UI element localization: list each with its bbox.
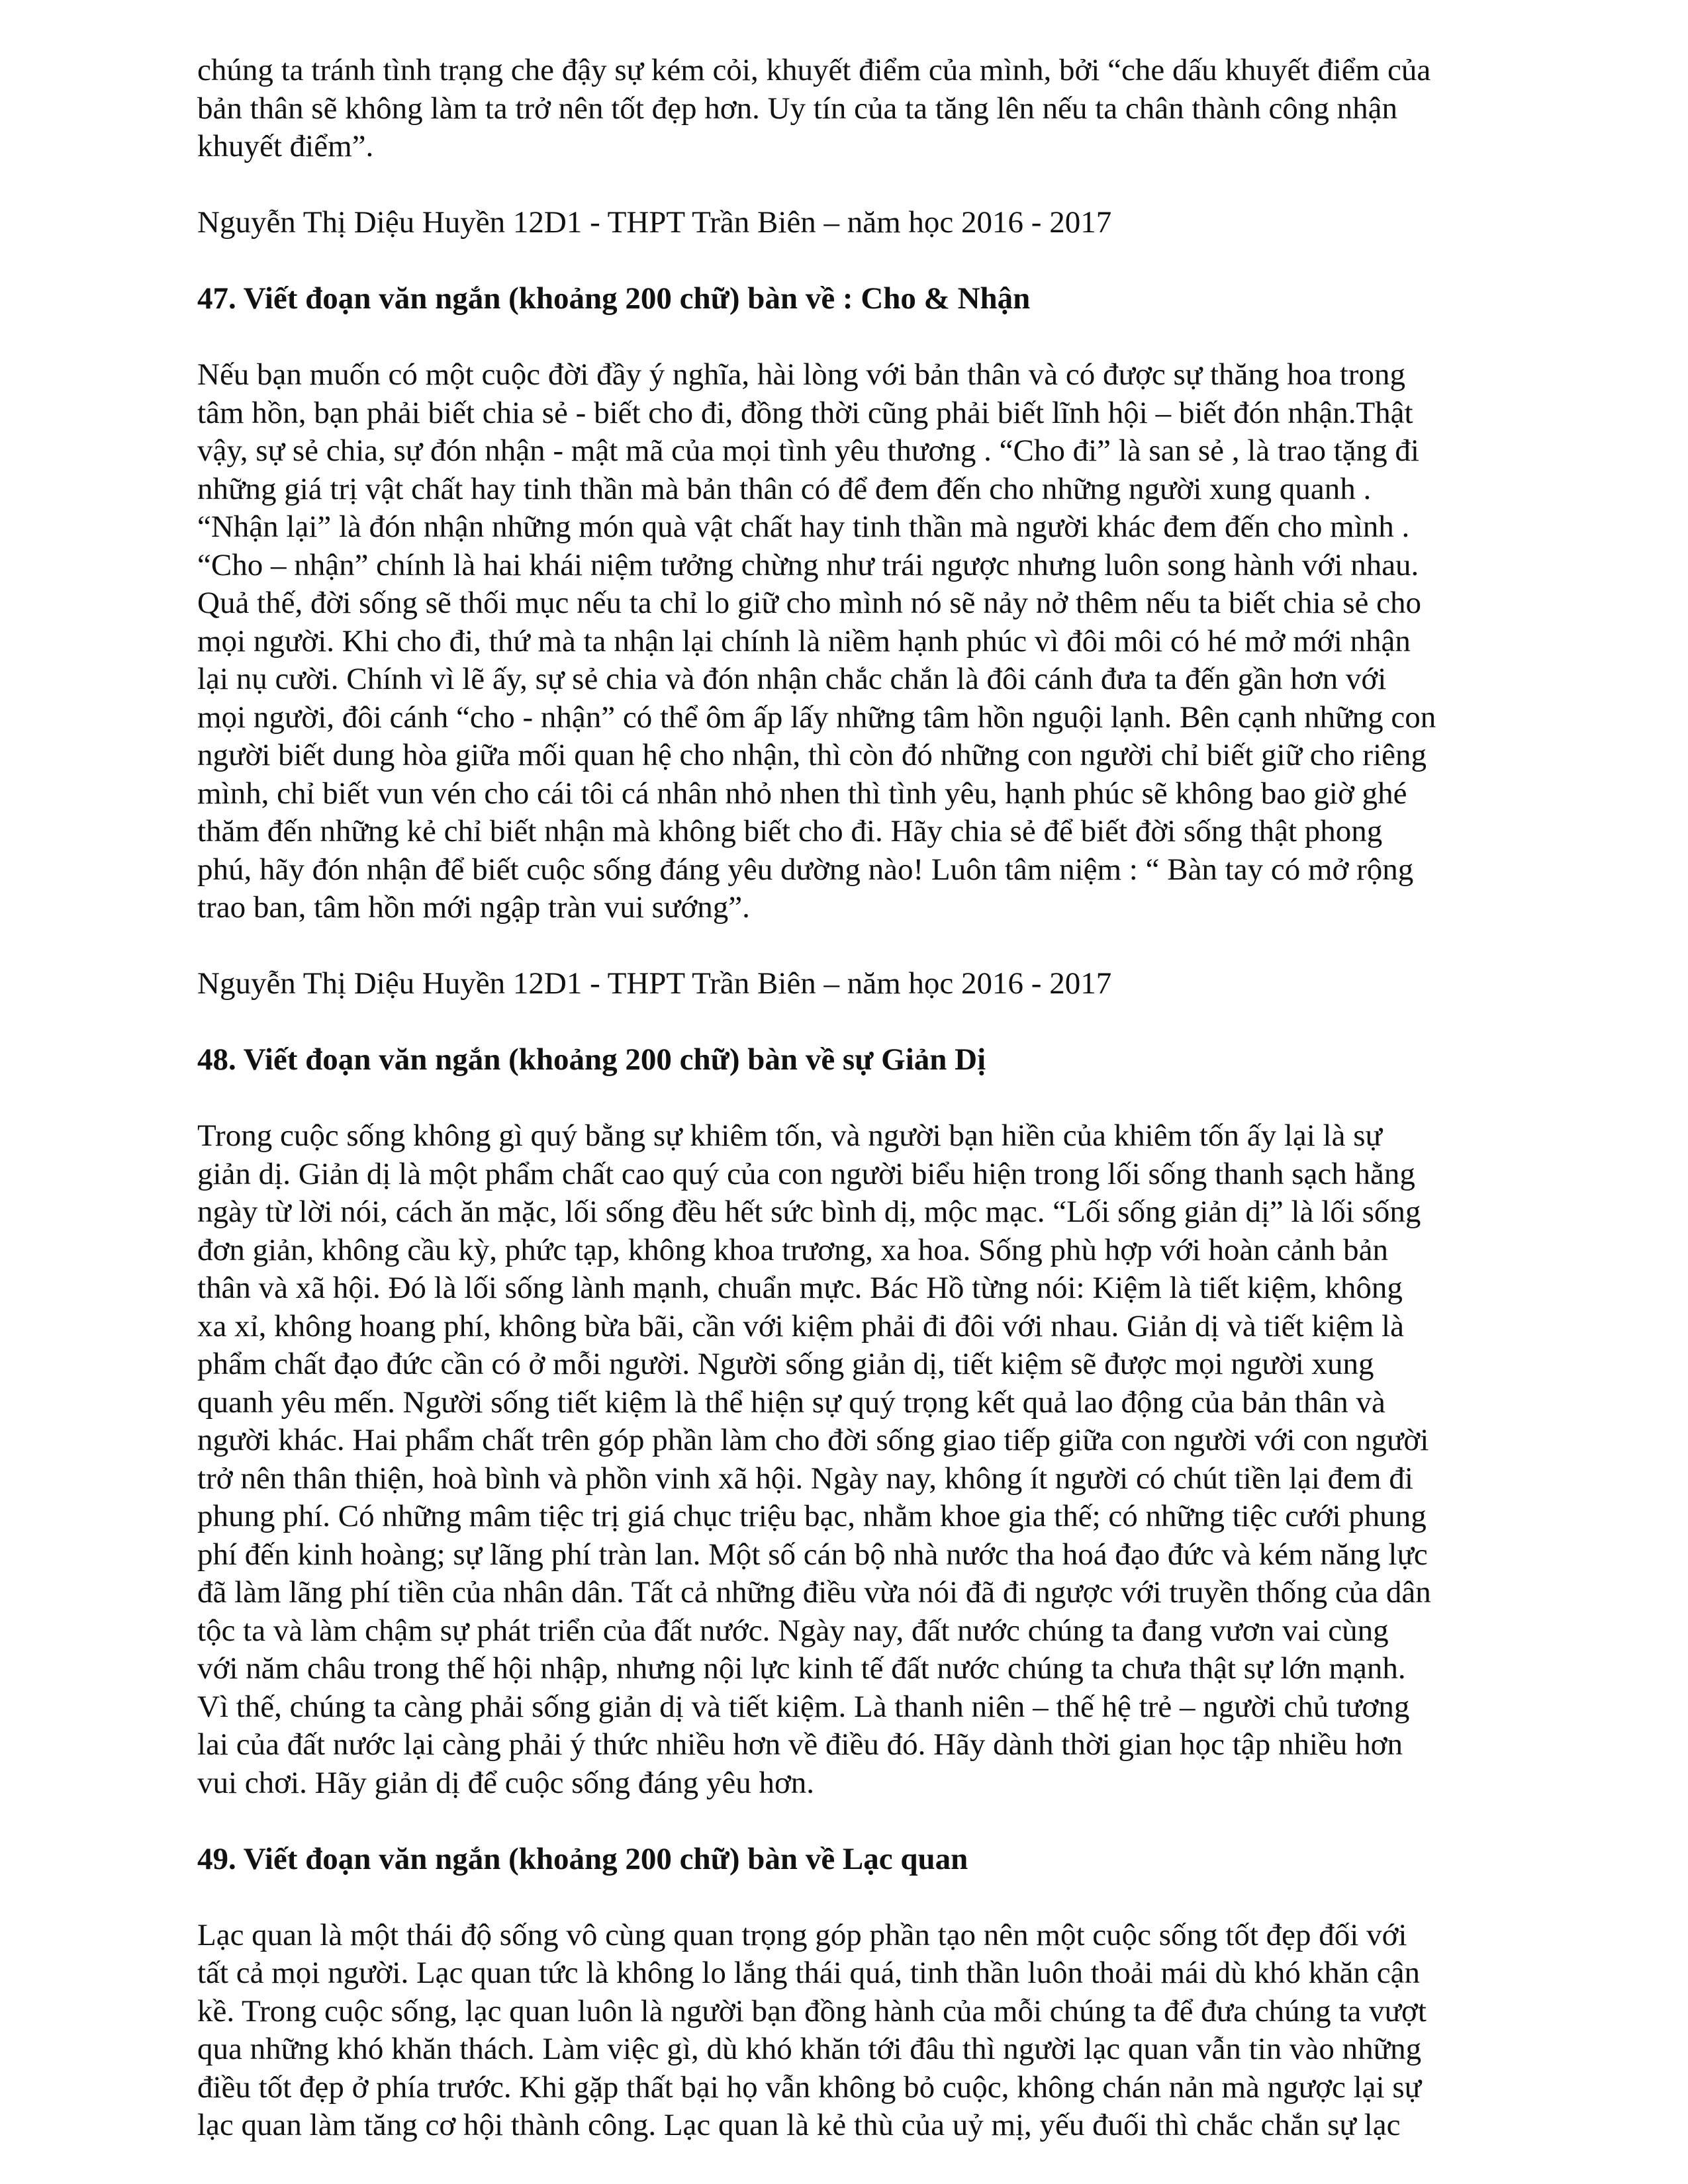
author-byline: Nguyễn Thị Diệu Huyền 12D1 - THPT Trần Biên – năm học 2016 - 2017 [197,205,1112,240]
section-49-heading: 49. Viết đoạn văn ngắn (khoảng 200 chữ) bàn về Lạc quan [197,1841,968,1876]
document-page [197,52,1508,2145]
spacer [197,1003,1508,1042]
section-48-heading: 48. Viết đoạn văn ngắn (khoảng 200 chữ) bàn về sự Giản Dị [197,1042,986,1077]
spacer [197,1079,1508,1118]
spacer [197,166,1508,205]
spacer [197,318,1508,357]
section-49-body: Lạc quan là một thái độ sống vô cùng quan trọng góp phần tạo nên một cuộc sống tốt đẹp đối với tất cả mọi người. Lạc quan tức là không lo lắng thái quá, tinh thần luôn thoải mái dù khó khăn cận kề. Trong cuộc sống, lạc quan luôn là người bạn đồng hành của mỗi chúng ta để đưa chúng ta vượt qua những khó khăn thách. Làm việc gì, dù khó khăn tới đâu thì người lạc quan vẫn tin vào những điều tốt đẹp ở phía trước. Khi gặp thất bại họ vẫn không bỏ cuộc, không chán nản mà ngược lại sự lạc quan làm tăng cơ hội thành công. Lạc quan là kẻ thù của uỷ mị, yếu đuối thì chắc chắn sự lạc [197,1917,1427,2142]
author-byline: Nguyễn Thị Diệu Huyền 12D1 - THPT Trần Biên – năm học 2016 - 2017 [197,966,1112,1001]
spacer [197,927,1508,966]
spacer [197,1802,1508,1841]
section-47-body: Nếu bạn muốn có một cuộc đời đầy ý nghĩa, hài lòng với bản thân và có được sự thăng hoa trong tâm hồn, bạn phải biết chia sẻ - biết cho đi, đồng thời cũng phải biết lĩnh hội – biết đón nhận.Thật vậy, sự sẻ chia, sự đón nhận - mật mã của mọi tình yêu thương . “Cho đi” là san sẻ , là trao tặng đi những giá trị vật chất hay tinh thần mà bản thân có để đem đến cho những người xung quanh . “Nhận lại” là đón nhận những món quà vật chất hay tinh thần mà người khác đem đến cho mình . “Cho – nhận” chính là hai khái niệm tưởng chừng như trái ngược nhưng luôn song hành với nhau. Quả thế, đời sống sẽ thối mục nếu ta chỉ lo giữ cho mình nó sẽ nảy nở thêm nếu ta biết chia sẻ cho mọi người. Khi cho đi, thứ mà ta nhận lại chính là niềm hạnh phúc vì đôi môi có hé mở mới nhận lại nụ cười. Chính vì lẽ ấy, sự sẻ chia và đón nhận chắc chắn là đôi cánh đưa ta đến gần hơn với mọi người, đôi cánh “cho - nhận” có thể ôm ấp lấy những tâm hồn nguội lạnh. Bên cạnh những con người biết dung hòa giữa mối quan hệ cho nhận, thì còn đó những con người chỉ biết giữ cho riêng mình, chỉ biết vun vén cho cái tôi cá nhân nhỏ nhen thì tình yêu, hạnh phúc sẽ không bao giờ ghé thăm đến những kẻ chỉ biết nhận mà không biết cho đi. Hãy chia sẻ để biết đời sống thật phong phú, hãy đón nhận để biết cuộc sống đáng yêu dường nào! Luôn tâm niệm : “ Bàn tay có mở rộng trao ban, tâm hồn mới ngập tràn vui sướng”. [197,357,1436,925]
spacer [197,1878,1508,1917]
section-47-heading: 47. Viết đoạn văn ngắn (khoảng 200 chữ) bàn về : Cho & Nhận [197,281,1031,316]
section-48-body: Trong cuộc sống không gì quý bằng sự khiêm tốn, và người bạn hiền của khiêm tốn ấy lại là sự giản dị. Giản dị là một phẩm chất cao quý của con người biểu hiện trong lối sống thanh sạch hằng ngày từ lời nói, cách ăn mặc, lối sống đều hết sức bình dị, mộc mạc. “Lối sống giản dị” là lối sống đơn giản, không cầu kỳ, phức tạp, không khoa trương, xa hoa. Sống phù hợp với hoàn cảnh bản thân và xã hội. Đó là lối sống lành mạnh, chuẩn mực. Bác Hồ từng nói: Kiệm là tiết kiệm, không xa xỉ, không hoang phí, không bừa bãi, cần với kiệm phải đi đôi với nhau. Giản dị và tiết kiệm là phẩm chất đạo đức cần có ở mỗi người. Người sống giản dị, tiết kiệm sẽ được mọi người xung quanh yêu mến. Người sống tiết kiệm là thể hiện sự quý trọng kết quả lao động của bản thân và người khác. Hai phẩm chất trên góp phần làm cho đời sống giao tiếp giữa con người với con người trở nên thân thiện, hoà bình và phồn vinh xã hội. Ngày nay, không ít người có chút tiền lại đem đi phung phí. Có những mâm tiệc trị giá chục triệu bạc, nhằm khoe gia thế; có những tiệc cưới phung phí đến kinh hoàng; sự lãng phí tràn lan. Một số cán bộ nhà nước tha hoá đạo đức và kém năng lực đã làm lãng phí tiền của nhân dân. Tất cả những điều vừa nói đã đi ngược với truyền thống của dân tộc ta và làm chậm sự phát triển của đất nước. Ngày nay, đất nước chúng ta đang vươn vai cùng với năm châu trong thế hội nhập, nhưng nội lực kinh tế đất nước chúng ta chưa thật sự lớn mạnh. Vì thế, chúng ta càng phải sống giản dị và tiết kiệm. Là thanh niên – thế hệ trẻ – người chủ tương lai của đất nước lại càng phải ý thức nhiều hơn về điều đó. Hãy dành thời gian học tập nhiều hơn vui chơi. Hãy giản dị để cuộc sống đáng yêu hơn. [197,1118,1431,1800]
spacer [197,242,1508,281]
intro-paragraph: chúng ta tránh tình trạng che đậy sự kém cỏi, khuyết điểm của mình, bởi “che dấu khuyết điểm của bản thân sẽ không làm ta trở nên tốt đẹp hơn. Uy tín của ta tăng lên nếu ta chân thành công nhận khuyết điểm”. [197,53,1431,163]
